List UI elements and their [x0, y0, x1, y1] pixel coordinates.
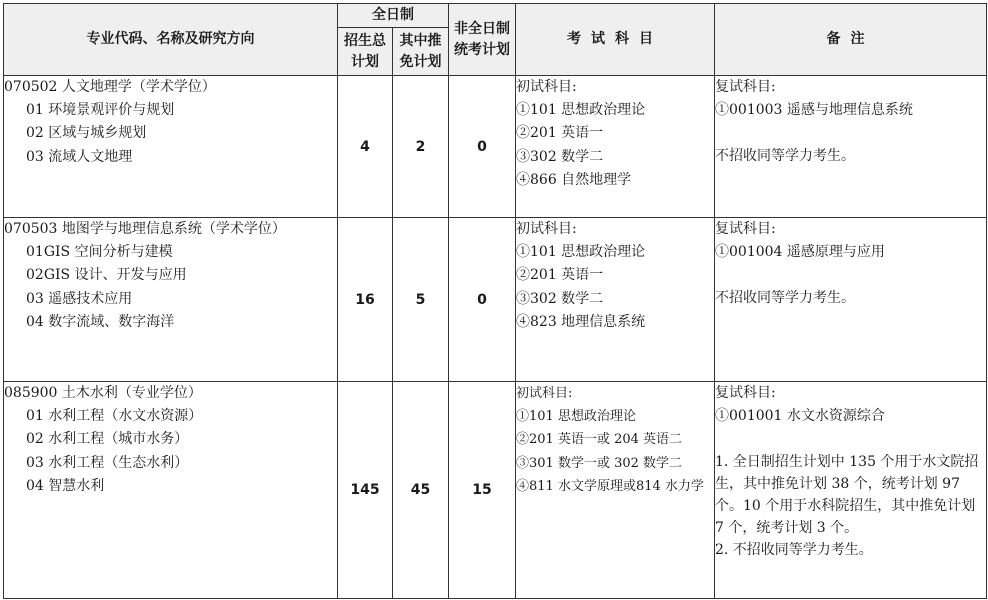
enrollment-plan-table — [3, 3, 987, 599]
header-parttime-line1: 非全日制 — [454, 20, 510, 37]
direction-item: 04 智慧水利 — [26, 477, 105, 494]
header-exam: 考试科目 — [516, 4, 715, 76]
table-row — [4, 218, 987, 382]
exam-subject: ④823 地理信息系统 — [516, 313, 646, 330]
exam-subject: ②201 英语一 — [516, 125, 604, 142]
header-recommended-line1: 其中推 — [399, 32, 442, 49]
recommended-value: 45 — [393, 382, 449, 599]
recommended-value: 5 — [393, 218, 449, 382]
exam-subject: ④811 水文学原理或814 水力学 — [516, 478, 704, 494]
exam-subject: ④866 自然地理学 — [516, 171, 632, 188]
major-cell — [4, 382, 338, 599]
retest-subject: ①001001 水文水资源综合 — [715, 408, 885, 425]
spacer — [715, 122, 986, 145]
notes-cell — [715, 382, 987, 599]
direction-item: 02GIS 设计、开发与应用 — [26, 267, 187, 284]
header-total-line1: 招生总 — [344, 32, 386, 49]
retest-title: 复试科目: — [715, 221, 776, 237]
exam-subject: ③301 数学一或 302 数学二 — [516, 455, 683, 471]
exam-title: 初试科目: — [516, 386, 573, 401]
notes-cell — [715, 218, 987, 382]
retest-title: 复试科目: — [715, 79, 776, 95]
total-plan-value: 4 — [338, 76, 393, 218]
exam-subject: ②201 英语一或 204 英语二 — [516, 432, 683, 448]
direction-item: 01 水利工程（水文水资源） — [26, 408, 203, 425]
direction-item: 03 流域人文地理 — [26, 148, 133, 165]
parttime-value: 0 — [449, 76, 516, 218]
header-recommended — [393, 28, 449, 76]
exam-subject: ①101 思想政治理论 — [516, 102, 646, 119]
exam-subject: ①101 思想政治理论 — [516, 244, 646, 261]
exam-cell — [516, 382, 715, 599]
recommended-value: 2 — [393, 76, 449, 218]
header-parttime-line2: 统考计划 — [454, 41, 510, 58]
header-total-line2: 计划 — [351, 53, 379, 70]
retest-subject: ①001004 遥感原理与应用 — [715, 244, 885, 261]
direction-item: 02 区域与城乡规划 — [26, 125, 147, 142]
major-title: 085900 土木水利（专业学位） — [4, 385, 202, 401]
parttime-value: 0 — [449, 218, 516, 382]
major-cell — [4, 76, 338, 218]
header-recommended-line2: 免计划 — [399, 53, 442, 70]
exam-title: 初试科目: — [516, 79, 577, 95]
spacer — [715, 428, 986, 451]
exam-subject: ③302 数学二 — [516, 148, 604, 165]
direction-item: 01 环境景观评价与规划 — [26, 102, 175, 119]
header-notes: 备注 — [715, 4, 987, 76]
direction-item: 04 数字流域、数字海洋 — [26, 313, 175, 330]
exam-subject: ③302 数学二 — [516, 290, 604, 307]
total-plan-value: 145 — [338, 382, 393, 599]
direction-item: 03 水利工程（生态水利） — [26, 454, 189, 471]
total-plan-value: 16 — [338, 218, 393, 382]
exam-subject: ①101 思想政治理论 — [516, 409, 636, 425]
header-major: 专业代码、名称及研究方向 — [4, 4, 338, 76]
parttime-value: 15 — [449, 382, 516, 599]
note-text: 不招收同等学力考生。 — [715, 148, 855, 165]
direction-item: 02 水利工程（城市水务） — [26, 431, 189, 448]
header-parttime — [449, 4, 516, 76]
direction-item: 03 遥感技术应用 — [26, 290, 133, 307]
header-total-plan — [338, 28, 393, 76]
notes-cell — [715, 76, 987, 218]
major-title: 070503 地图学与地理信息系统（学术学位） — [4, 221, 286, 237]
header-fulltime: 全日制 — [338, 4, 449, 28]
major-cell — [4, 218, 338, 382]
note-text: 2. 不招收同等学力考生。 — [715, 542, 873, 559]
exam-title: 初试科目: — [516, 221, 577, 237]
direction-item: 01GIS 空间分析与建模 — [26, 244, 173, 261]
note-text: 1. 全日制招生计划中 135 个用于水文院招生，其中推免计划 38 个，统考计划 97 个。10 个用于水科院招生，其中推免计划 7 个，统考计划 3 个。 — [715, 454, 979, 537]
retest-title: 复试科目: — [715, 385, 776, 401]
table-row — [4, 382, 987, 599]
major-title: 070502 人文地理学（学术学位） — [4, 79, 216, 95]
header-row-1 — [4, 4, 987, 28]
retest-subject: ①001003 遥感与地理信息系统 — [715, 102, 913, 119]
note-text: 不招收同等学力考生。 — [715, 290, 855, 307]
exam-subject: ②201 英语一 — [516, 267, 604, 284]
spacer — [715, 264, 986, 287]
exam-cell — [516, 76, 715, 218]
exam-cell — [516, 218, 715, 382]
table-row — [4, 76, 987, 218]
